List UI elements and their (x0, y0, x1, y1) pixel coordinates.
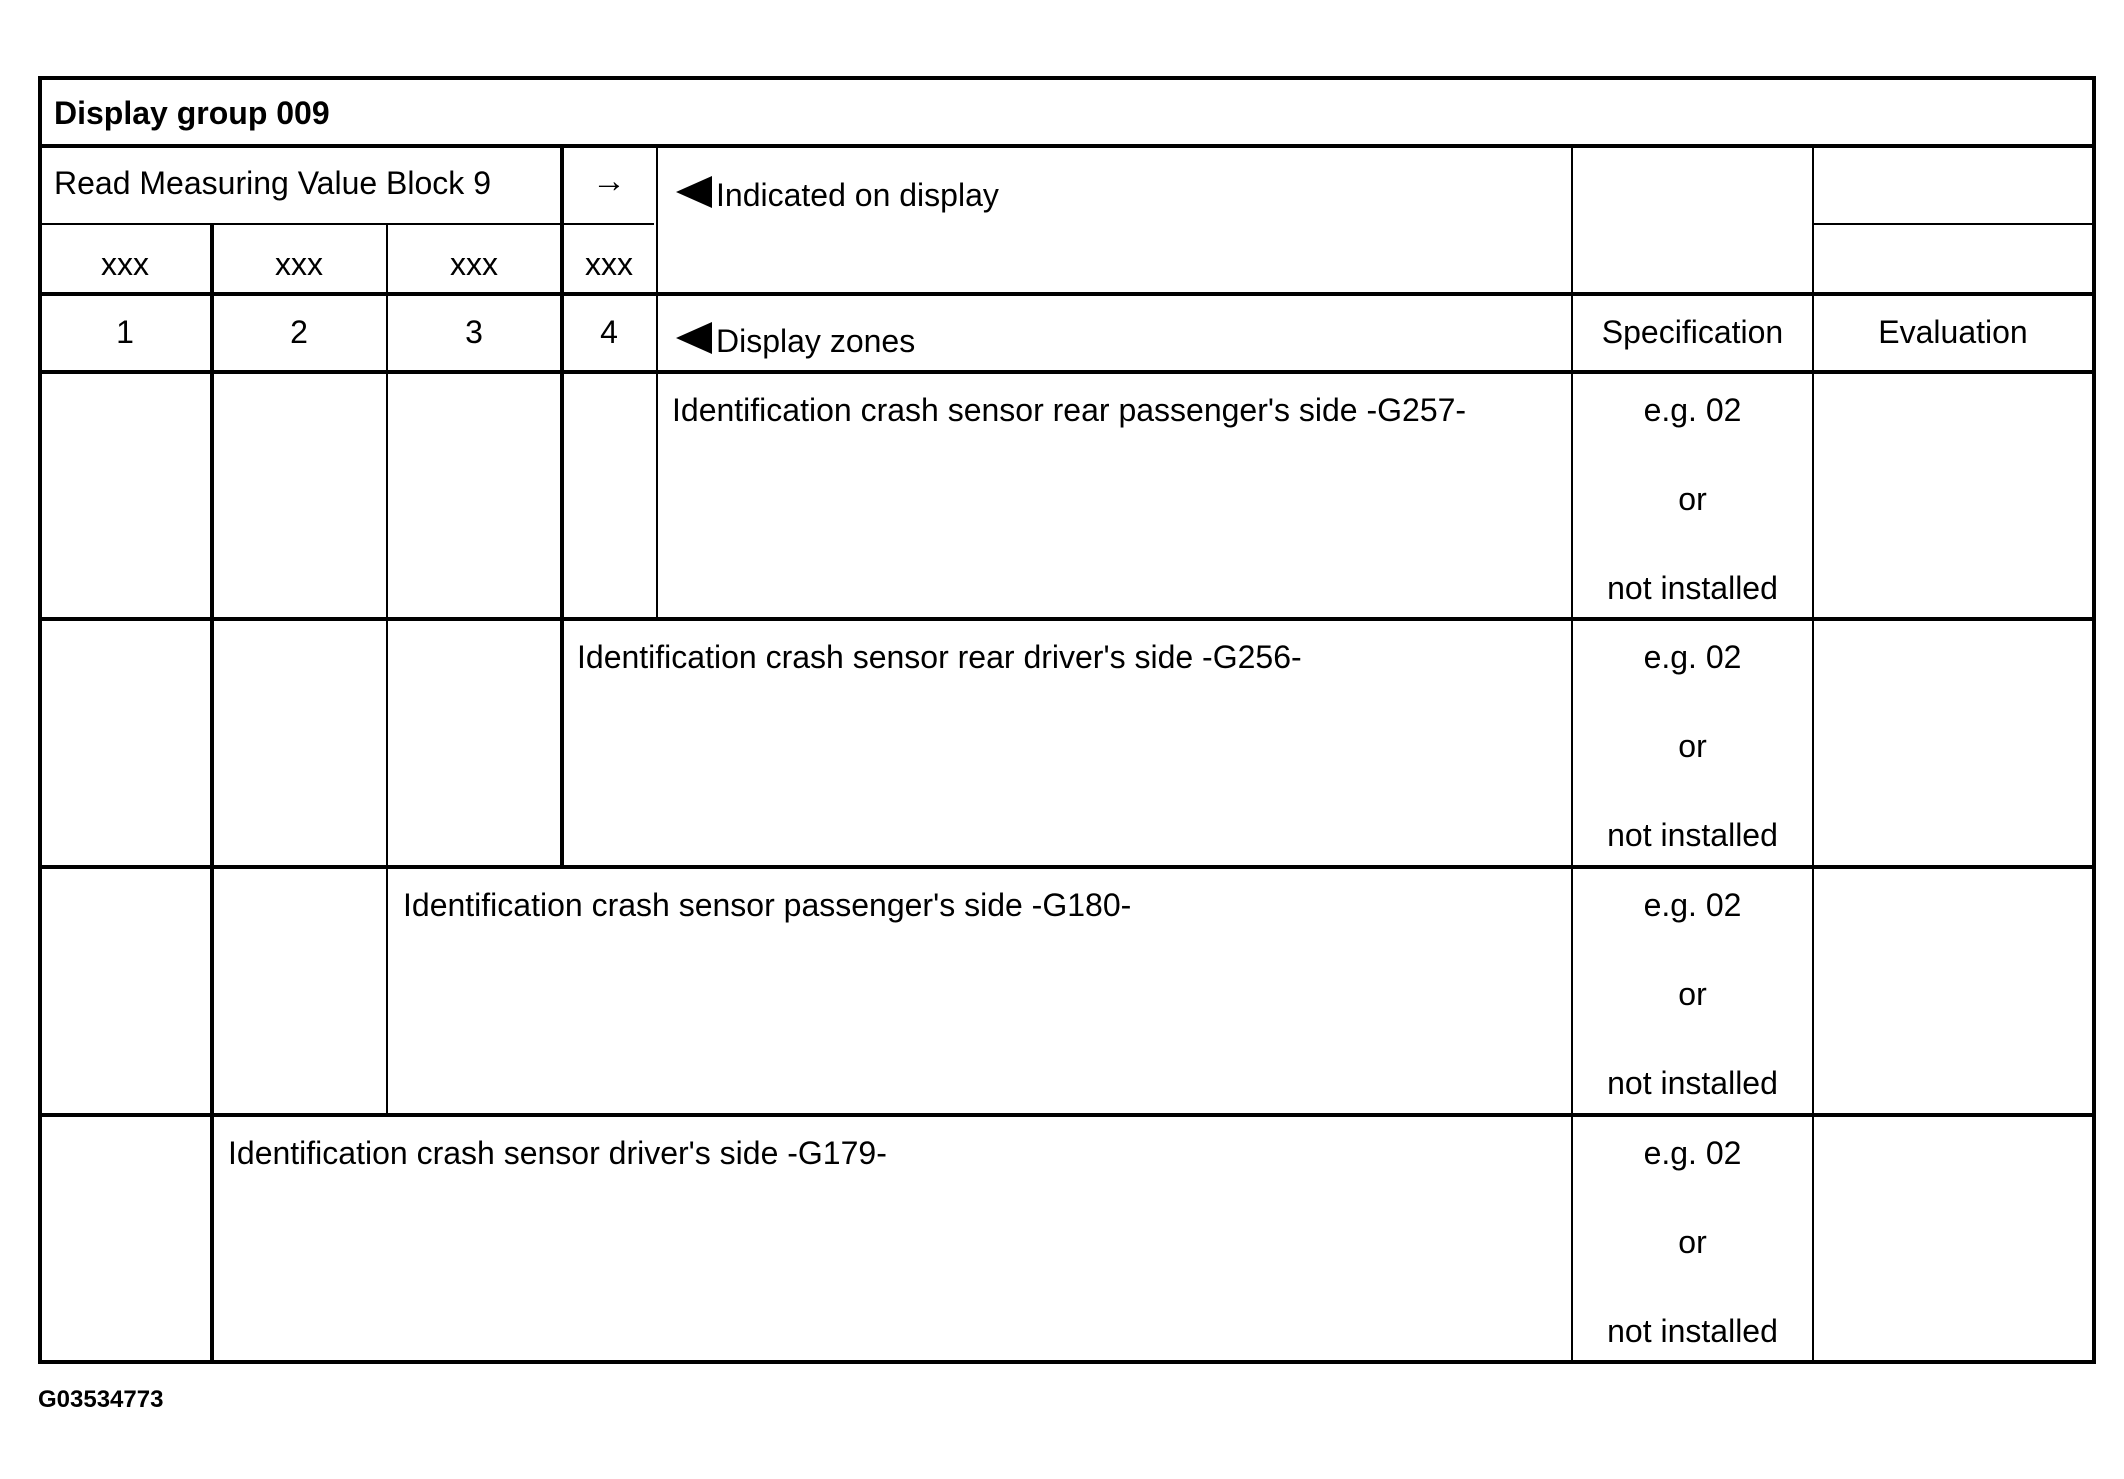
rule-below-row-2 (38, 865, 2096, 869)
figure-id: G03534773 (38, 1386, 164, 1413)
col-rule-4 (656, 144, 658, 620)
placeholder-4: xxx (585, 246, 633, 282)
table-border-right (2092, 76, 2096, 1364)
display-zones-label (676, 322, 915, 359)
zone-2: 2 (290, 314, 308, 350)
placeholder-3: xxx (450, 246, 498, 282)
row-4-spec-or: or (1678, 1224, 1707, 1260)
pointer-triangle-icon (676, 176, 712, 208)
col-rule-1 (210, 224, 214, 1364)
row-3-description: Identification crash sensor passenger's side -G180- (403, 887, 1132, 923)
row-1-spec-value: e.g. 02 (1643, 392, 1742, 428)
row-1-description: Identification crash sensor rear passenger's side -G257- (672, 392, 1467, 428)
zone-4: 4 (600, 314, 618, 350)
rule-below-zones (38, 370, 2096, 374)
row-3-spec-not-installed: not installed (1607, 1065, 1778, 1101)
row-2-spec-or: or (1678, 728, 1707, 764)
row-4-spec-not-installed: not installed (1607, 1313, 1778, 1349)
indicated-text: Indicated on display (716, 177, 999, 213)
evaluation-header: Evaluation (1878, 314, 2028, 350)
rule-below-row-1 (38, 617, 2096, 621)
row-2-spec-value: e.g. 02 (1643, 639, 1742, 675)
row-2-spec-not-installed: not installed (1607, 817, 1778, 853)
row-1-spec-not-installed: not installed (1607, 570, 1778, 606)
rule-below-title (38, 144, 2096, 148)
placeholder-2: xxx (275, 246, 323, 282)
pointer-triangle-icon (676, 322, 712, 354)
row-4-description: Identification crash sensor driver's side -G179- (228, 1135, 887, 1171)
rule-below-row-3 (38, 1113, 2096, 1117)
indicated-on-display-label (676, 176, 999, 213)
row-3-spec-or: or (1678, 976, 1707, 1012)
read-measuring-label: Read Measuring Value Block 9 (54, 165, 491, 201)
zone-1: 1 (116, 314, 134, 350)
row-2-description: Identification crash sensor rear driver's side -G256- (577, 639, 1302, 675)
table-border-top (38, 76, 2096, 80)
display-zones-text: Display zones (716, 323, 916, 359)
table-border-bottom (38, 1360, 2096, 1364)
zone-3: 3 (465, 314, 483, 350)
col-rule-2 (386, 224, 388, 1116)
row-4-spec-value: e.g. 02 (1643, 1135, 1742, 1171)
rule-below-placeholders (38, 292, 2096, 296)
row-1-spec-or: or (1678, 481, 1707, 517)
row-3-spec-value: e.g. 02 (1643, 887, 1742, 923)
table-title: Display group 009 (54, 95, 330, 131)
arrow-icon: → (592, 162, 626, 200)
rule-eval-upper (1814, 223, 2094, 225)
specification-header: Specification (1601, 314, 1784, 350)
placeholder-1: xxx (101, 246, 149, 282)
